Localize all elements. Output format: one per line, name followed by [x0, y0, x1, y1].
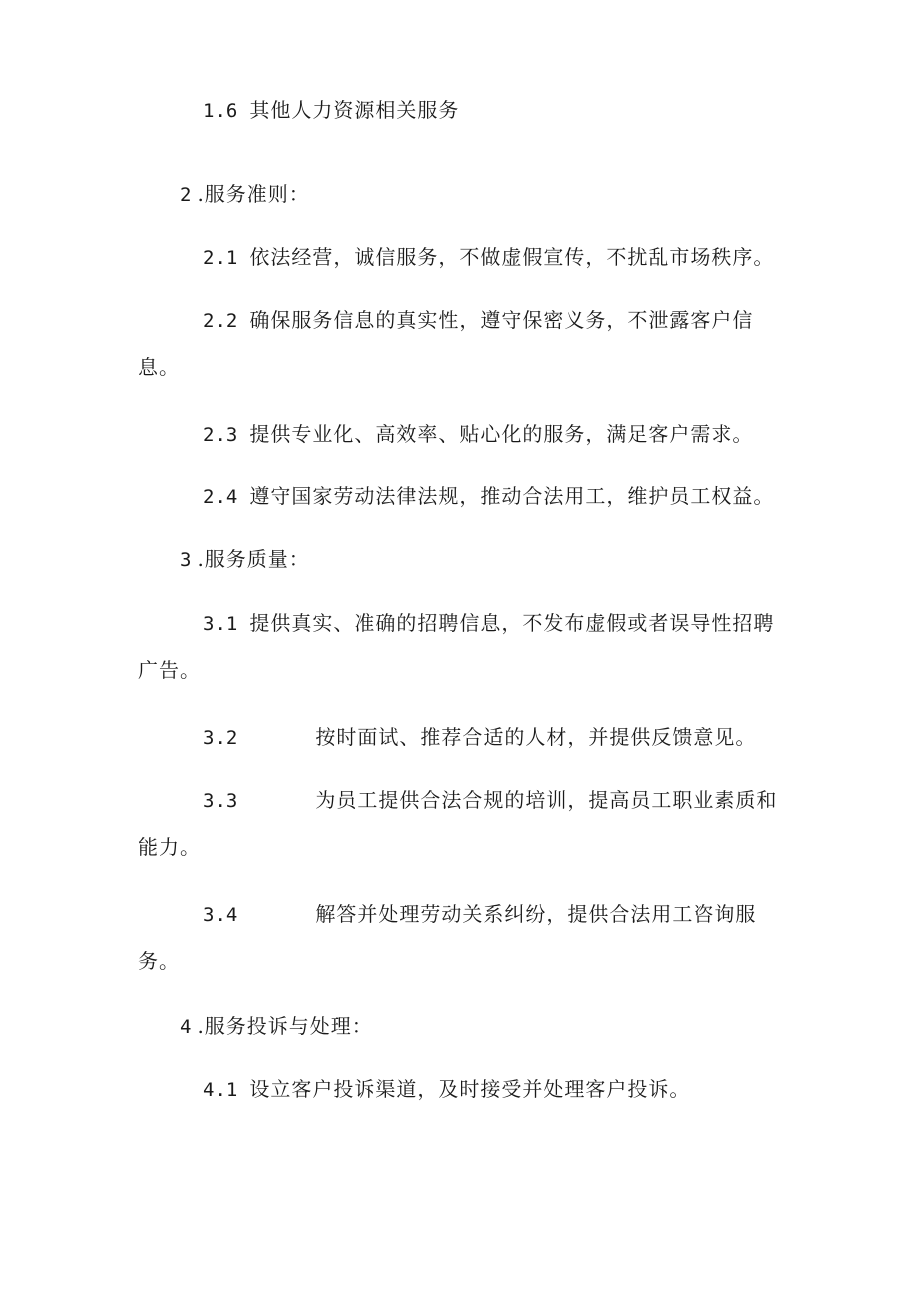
section-title: .服务质量： [197, 547, 310, 571]
clause-3-2 [203, 725, 756, 750]
clause-1-6 [203, 98, 459, 123]
clause-3-3 [203, 788, 777, 813]
clause-text: 设立客户投诉渠道，及时接受并处理客户投诉。 [249, 1077, 691, 1101]
clause-text: 按时面试、推荐合适的人材，并提供反馈意见。 [315, 725, 757, 749]
clause-2-3 [203, 422, 753, 447]
clause-number: 2.3 [203, 424, 238, 446]
clause-number: 2.1 [203, 247, 238, 269]
clause-number: 2.4 [203, 486, 238, 508]
clause-text: 为员工提供合法合规的培训，提高员工职业素质和 [315, 788, 778, 812]
clause-4-1 [203, 1077, 690, 1102]
clause-text: 确保服务信息的真实性，遵守保密义务，不泄露客户信 [249, 308, 754, 332]
clause-text: 解答并处理劳动关系纠纷，提供合法用工咨询服 [315, 902, 757, 926]
section-title: .服务准则： [197, 182, 310, 206]
clause-2-2 [203, 308, 753, 333]
section-number: 3 [180, 549, 192, 571]
section-title: .服务投诉与处理： [197, 1014, 373, 1038]
clause-text: 依法经营，诚信服务，不做虚假宣传，不扰乱市场秩序。 [249, 245, 775, 269]
clause-text: 提供真实、准确的招聘信息，不发布虚假或者误导性招聘 [249, 611, 775, 635]
section-number: 4 [180, 1016, 192, 1038]
clause-number: 3.1 [203, 613, 238, 635]
clause-text: 遵守国家劳动法律法规，推动合法用工，维护员工权益。 [249, 484, 775, 508]
clause-3-1-continuation: 广告。 [138, 658, 201, 682]
clause-number: 3.4 [203, 904, 238, 926]
clause-number: 3.3 [203, 790, 238, 812]
clause-number: 4.1 [203, 1079, 238, 1101]
clause-number: 1.6 [203, 100, 238, 122]
clause-text: 提供专业化、高效率、贴心化的服务，满足客户需求。 [249, 422, 754, 446]
section-3-heading [180, 547, 310, 572]
clause-3-4-continuation: 务。 [138, 949, 180, 973]
section-4-heading [180, 1014, 373, 1039]
clause-3-4 [203, 902, 756, 927]
clause-2-4 [203, 484, 774, 509]
clause-3-1 [203, 611, 774, 636]
clause-2-1 [203, 245, 774, 270]
clause-2-2-continuation: 息。 [138, 355, 180, 379]
section-number: 2 [180, 184, 192, 206]
section-2-heading [180, 182, 310, 207]
clause-number: 3.2 [203, 727, 238, 749]
clause-text: 其他人力资源相关服务 [249, 98, 460, 122]
clause-3-3-continuation: 能力。 [138, 835, 201, 859]
clause-number: 2.2 [203, 310, 238, 332]
